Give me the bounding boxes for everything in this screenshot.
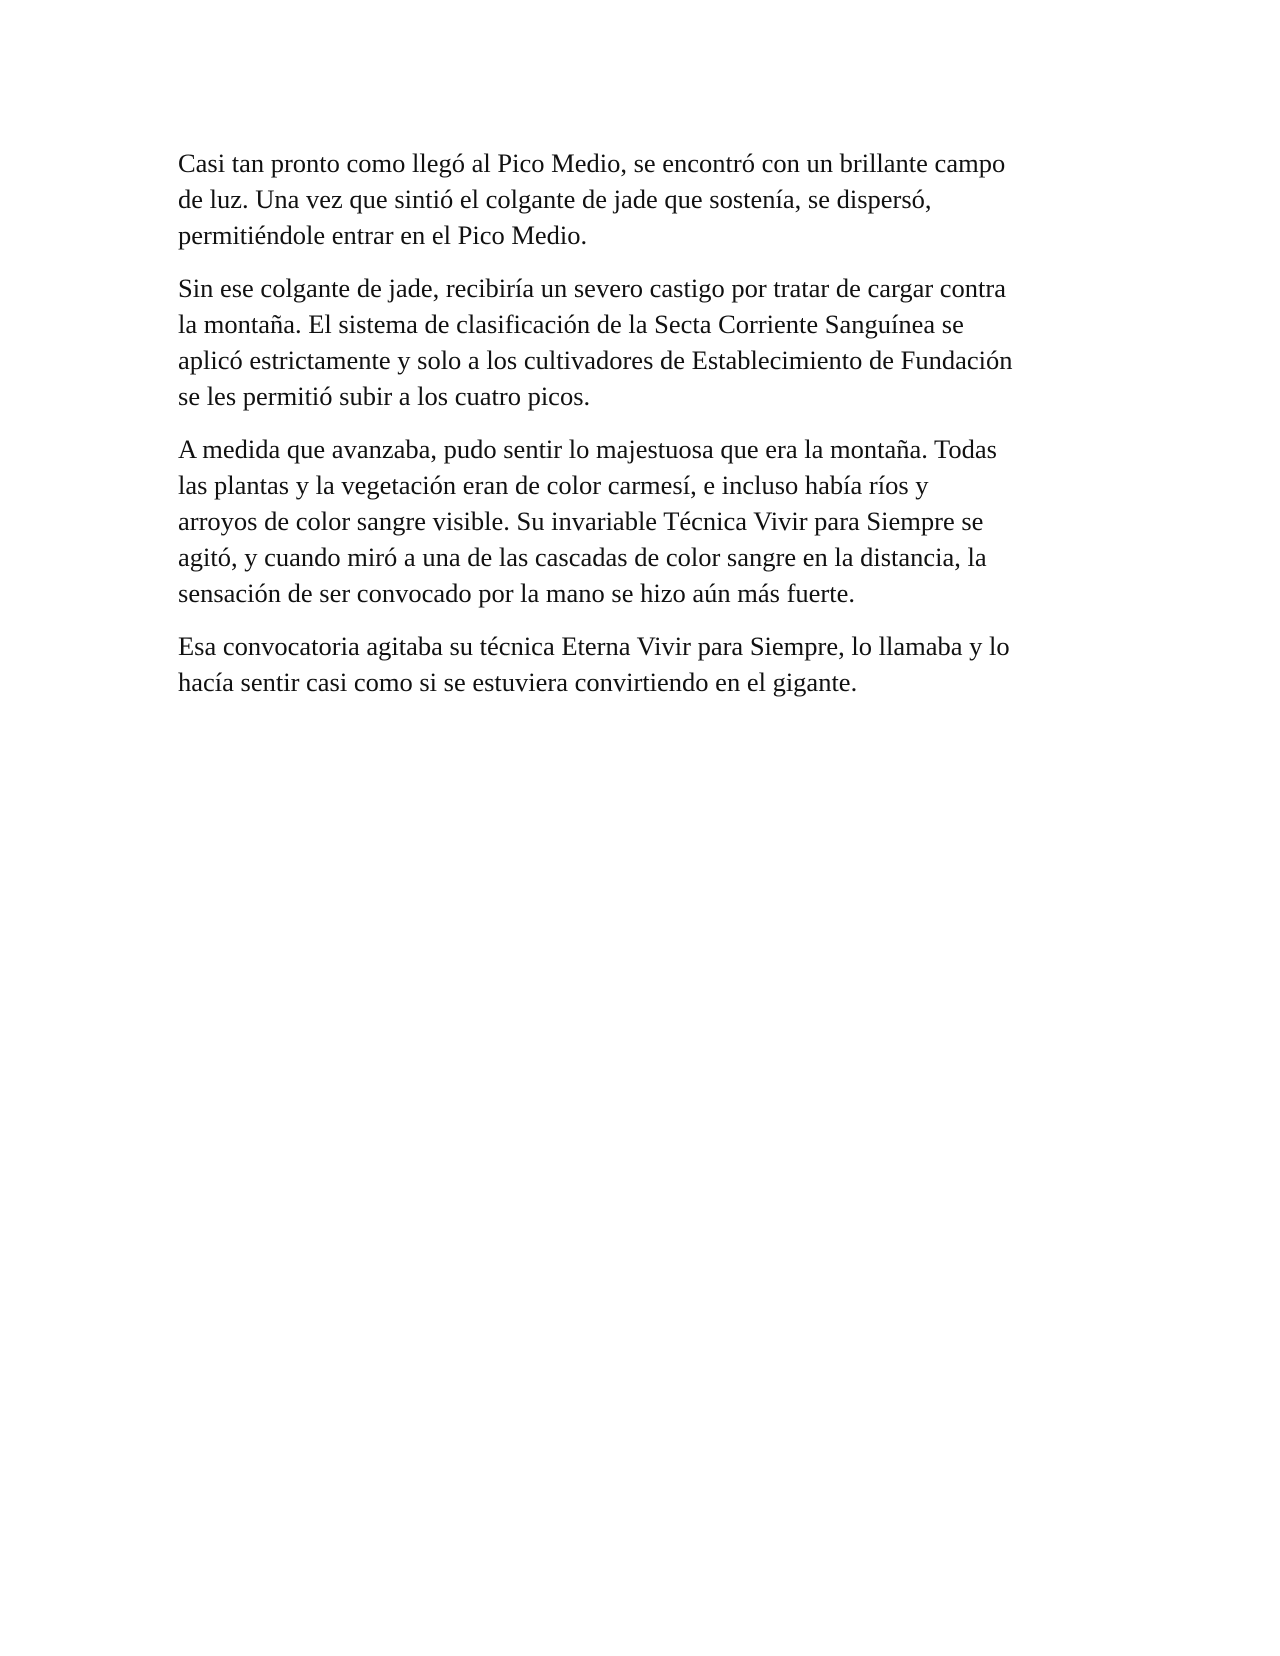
text-line: aplicó estrictamente y solo a los cultivadores de Establecimiento de Fundación bbox=[178, 345, 1013, 375]
paragraph-2 bbox=[178, 270, 1108, 414]
text-line: sensación de ser convocado por la mano se hizo aún más fuerte. bbox=[178, 578, 855, 608]
text-line: arroyos de color sangre visible. Su invariable Técnica Vivir para Siempre se bbox=[178, 506, 984, 536]
text-line: las plantas y la vegetación eran de color carmesí, e incluso había ríos y bbox=[178, 470, 929, 500]
document-body bbox=[178, 145, 1108, 717]
paragraph-3 bbox=[178, 431, 1108, 611]
text-line: Esa convocatoria agitaba su técnica Eterna Vivir para Siempre, lo llamaba y lo bbox=[178, 631, 1010, 661]
text-line: de luz. Una vez que sintió el colgante de jade que sostenía, se dispersó, bbox=[178, 184, 932, 214]
text-line: se les permitió subir a los cuatro picos. bbox=[178, 381, 591, 411]
paragraph-1 bbox=[178, 145, 1108, 253]
paragraph-4 bbox=[178, 628, 1108, 700]
text-line: Sin ese colgante de jade, recibiría un severo castigo por tratar de cargar contra bbox=[178, 273, 1006, 303]
text-line: hacía sentir casi como si se estuviera convirtiendo en el gigante. bbox=[178, 667, 858, 697]
text-line: la montaña. El sistema de clasificación de la Secta Corriente Sanguínea se bbox=[178, 309, 964, 339]
text-line: permitiéndole entrar en el Pico Medio. bbox=[178, 220, 588, 250]
text-line: Casi tan pronto como llegó al Pico Medio, se encontró con un brillante campo bbox=[178, 148, 1006, 178]
text-line: A medida que avanzaba, pudo sentir lo majestuosa que era la montaña. Todas bbox=[178, 434, 997, 464]
text-line: agitó, y cuando miró a una de las cascadas de color sangre en la distancia, la bbox=[178, 542, 987, 572]
